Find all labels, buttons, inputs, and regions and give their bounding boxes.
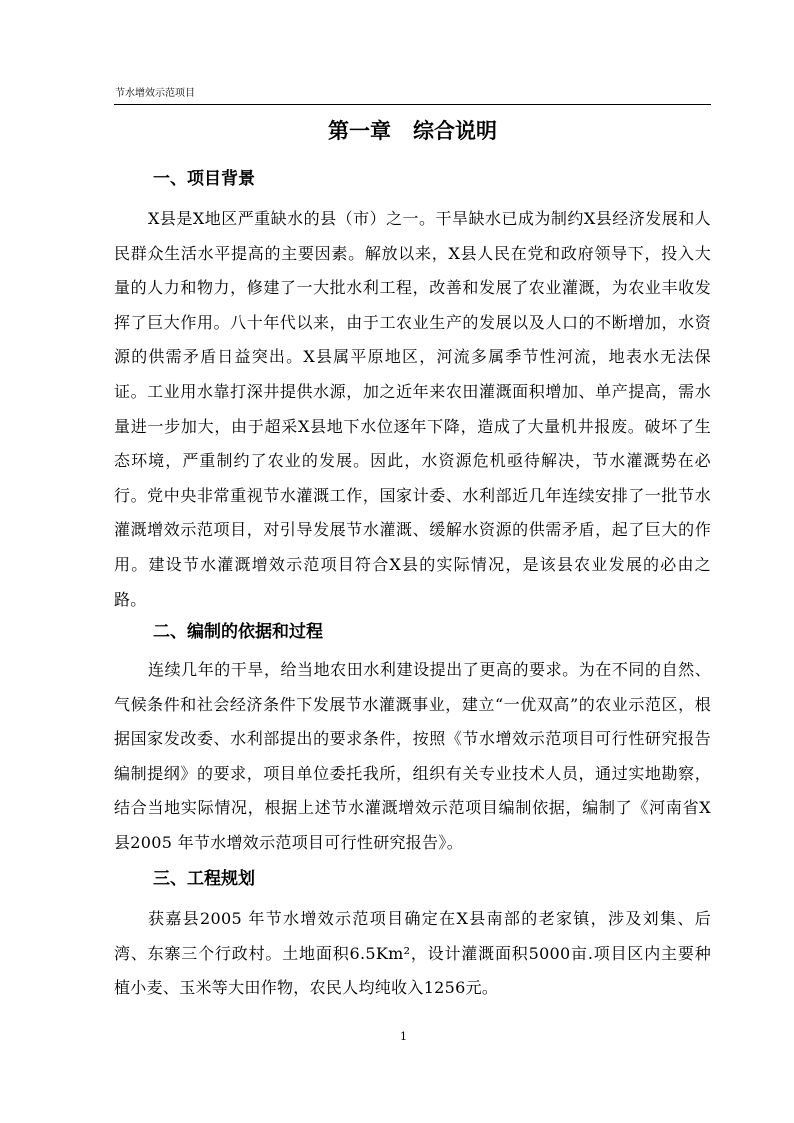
section-paragraph-planning: 获嘉县2005 年节水增效示范项目确定在X县南部的老家镇，涉及刘集、后湾、东寨三个行政村。土地面积6.5Km²，设计灌溉面积5000亩.项目区内主要种植小麦、玉米等大田作物，农民人均纯收入1256元。: [114, 909, 711, 998]
page-number: 1: [400, 1030, 407, 1043]
chapter-title: [114, 114, 711, 148]
section-heading-planning: 三、工程规划: [153, 869, 255, 889]
section-heading-background: 一、项目背景: [153, 169, 255, 189]
chapter-name: 综合说明: [413, 119, 497, 143]
section-heading-basis: 二、编制的依据和过程: [153, 622, 323, 642]
running-header: 节水增效示范项目: [115, 88, 195, 99]
chapter-number: 第一章: [328, 119, 391, 143]
header-divider: [114, 104, 711, 105]
section-paragraph-basis: 连续几年的干旱，给当地农田水利建设提出了更高的要求。为在不同的自然、气候条件和社会经济条件下发展节水灌溉事业，建立“一优双高”的农业示范区，根据国家发改委、水利部提出的要求条件，按照《节水增效示范项目可行性研究报告编制提纲》的要求，项目单位委托我所，组织有关专业技术人员，通过实地勘察，结合当地实际情况，根据上述节水灌溉增效示范项目编制依据，编制了《河南省X县2005 年节水增效示范项目可行性研究报告》。: [114, 660, 711, 852]
section-paragraph-background: X县是X地区严重缺水的县（市）之一。干旱缺水已成为制约X县经济发展和人民群众生活水平提高的主要因素。解放以来，X县人民在党和政府领导下，投入大量的人力和物力，修建了一大批水利工程，改善和发展了农业灌溉，为农业丰收发挥了巨大作用。八十年代以来，由于工农业生产的发展以及人口的不断增加，水资源的供需矛盾日益突出。X县属平原地区，河流多属季节性河流，地表水无法保证。工业用水靠打深井提供水源，加之近年来农田灌溉面积增加、单产提高，需水量进一步加大，由于超采X县地下水位逐年下降，造成了大量机井报废。破坏了生态环境，严重制约了农业的发展。因此，水资源危机亟待解决，节水灌溉势在必行。党中央非常重视节水灌溉工作，国家计委、水利部近几年连续安排了一批节水灌溉增效示范项目，对引导发展节水灌溉、缓解水资源的供需矛盾，起了巨大的作用。建设节水灌溉增效示范项目符合X县的实际情况，是该县农业发展的必由之路。: [114, 209, 711, 609]
